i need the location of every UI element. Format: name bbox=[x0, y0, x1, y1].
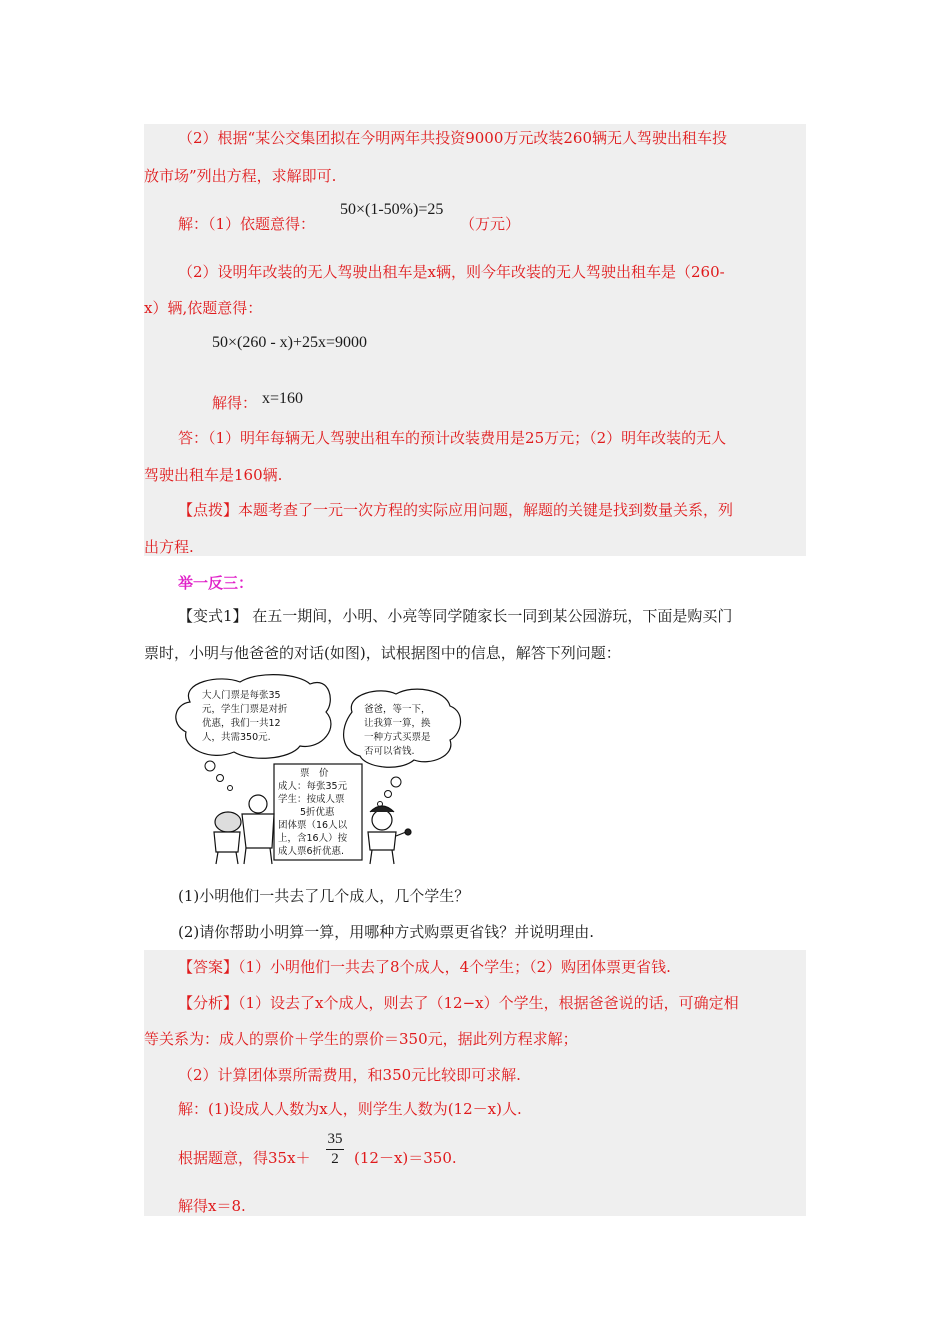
analysis-line: 【分析】（1）设去了x个成人，则去了（12−x）个学生，根据爸爸说的话，可确定相 bbox=[178, 994, 739, 1012]
text-line: （2）根据“某公交集团拟在今明两年共投资9000万元改装260辆无人驾驶出租车投 bbox=[178, 129, 728, 147]
solution-line-prefix: 根据题意，得35x＋ bbox=[178, 1149, 311, 1167]
bubble-right-line: 让我算一算，换 bbox=[364, 718, 431, 729]
sign-line: 上，含16人）按 bbox=[278, 833, 348, 844]
sign-line: 票 价 bbox=[300, 768, 329, 779]
text-line: x）辆,依题意得： bbox=[144, 299, 263, 317]
text-line: （2）设明年改装的无人驾驶出租车是x辆，则今年改装的无人驾驶出租车是（260- bbox=[178, 263, 725, 281]
boy-figure bbox=[368, 806, 411, 864]
tip-line: 【点拨】本题考查了一元一次方程的实际应用问题，解题的关键是找到数量关系，列 bbox=[178, 501, 734, 519]
bubble-left-line: 大人门票是每张35 bbox=[202, 690, 281, 701]
solution-line: 解得x＝8. bbox=[178, 1197, 246, 1215]
equation: 50×(260 - x)+25x=9000 bbox=[212, 334, 368, 351]
result-prefix: 解得： bbox=[212, 394, 258, 412]
fraction-numerator: 35 bbox=[327, 1131, 343, 1147]
solution-prefix: 解：（1）依题意得： bbox=[178, 215, 316, 233]
question-1: (1)小明他们一共去了几个成人，几个学生？ bbox=[178, 887, 470, 905]
solution-line: 解：(1)设成人人数为x人，则学生人数为(12－x)人. bbox=[178, 1100, 522, 1118]
bubble-left-line: 优惠，我们一共12 bbox=[202, 718, 281, 729]
bubble-left-line: 人，共需350元. bbox=[202, 732, 271, 743]
equation: x=160 bbox=[262, 390, 304, 407]
sign-line: 成人：每张35元 bbox=[278, 781, 348, 792]
sign-line: 5折优惠 bbox=[300, 807, 335, 818]
fraction-bar bbox=[326, 1149, 344, 1150]
bubble-right-line: 一种方式买票是 bbox=[364, 732, 431, 743]
sign-line: 团体票（16人以 bbox=[278, 820, 348, 831]
answer-line: 驾驶出租车是160辆. bbox=[144, 466, 283, 484]
variant-line: 票时，小明与他爸爸的对话(如图)，试根据图中的信息，解答下列问题： bbox=[144, 644, 621, 662]
variant-line: 【变式1】 在五一期间，小明、小亮等同学随家长一同到某公园游玩，下面是购买门 bbox=[178, 607, 733, 625]
analysis-line: （2）计算团体票所需费用，和350元比较即可求解. bbox=[178, 1066, 521, 1084]
answer-line: 【答案】（1）小明他们一共去了8个成人，4个学生；（2）购团体票更省钱. bbox=[178, 958, 671, 976]
analysis-line: 等关系为：成人的票价＋学生的票价＝350元，据此列方程求解； bbox=[144, 1030, 578, 1048]
bubble-right-line: 爸爸，等一下， bbox=[364, 704, 431, 715]
father-figure bbox=[214, 795, 274, 864]
fraction bbox=[324, 1131, 346, 1168]
fraction-denominator: 2 bbox=[331, 1151, 339, 1167]
tip-line: 出方程. bbox=[144, 538, 194, 556]
bubble-left-line: 元，学生门票是对折 bbox=[202, 704, 288, 715]
bubble-right-line: 否可以省钱. bbox=[364, 746, 415, 757]
answer-line: 答：（1）明年每辆无人驾驶出租车的预计改装费用是25万元；（2）明年改装的无人 bbox=[178, 429, 727, 447]
text-line: 放市场”列出方程，求解即可. bbox=[144, 167, 337, 185]
equation: 50×(1-50%)=25 bbox=[340, 201, 444, 218]
question-2: (2)请你帮助小明算一算，用哪种方式购票更省钱？并说明理由. bbox=[178, 923, 595, 941]
solution-line-suffix: (12－x)＝350. bbox=[354, 1149, 457, 1167]
sign-line: 成人票6折优惠. bbox=[278, 846, 345, 857]
sign-line: 学生：按成人票 bbox=[278, 794, 345, 805]
section-title: 举一反三： bbox=[178, 574, 254, 592]
unit-label: （万元） bbox=[460, 215, 521, 233]
ticket-dialogue-illustration bbox=[170, 672, 470, 868]
